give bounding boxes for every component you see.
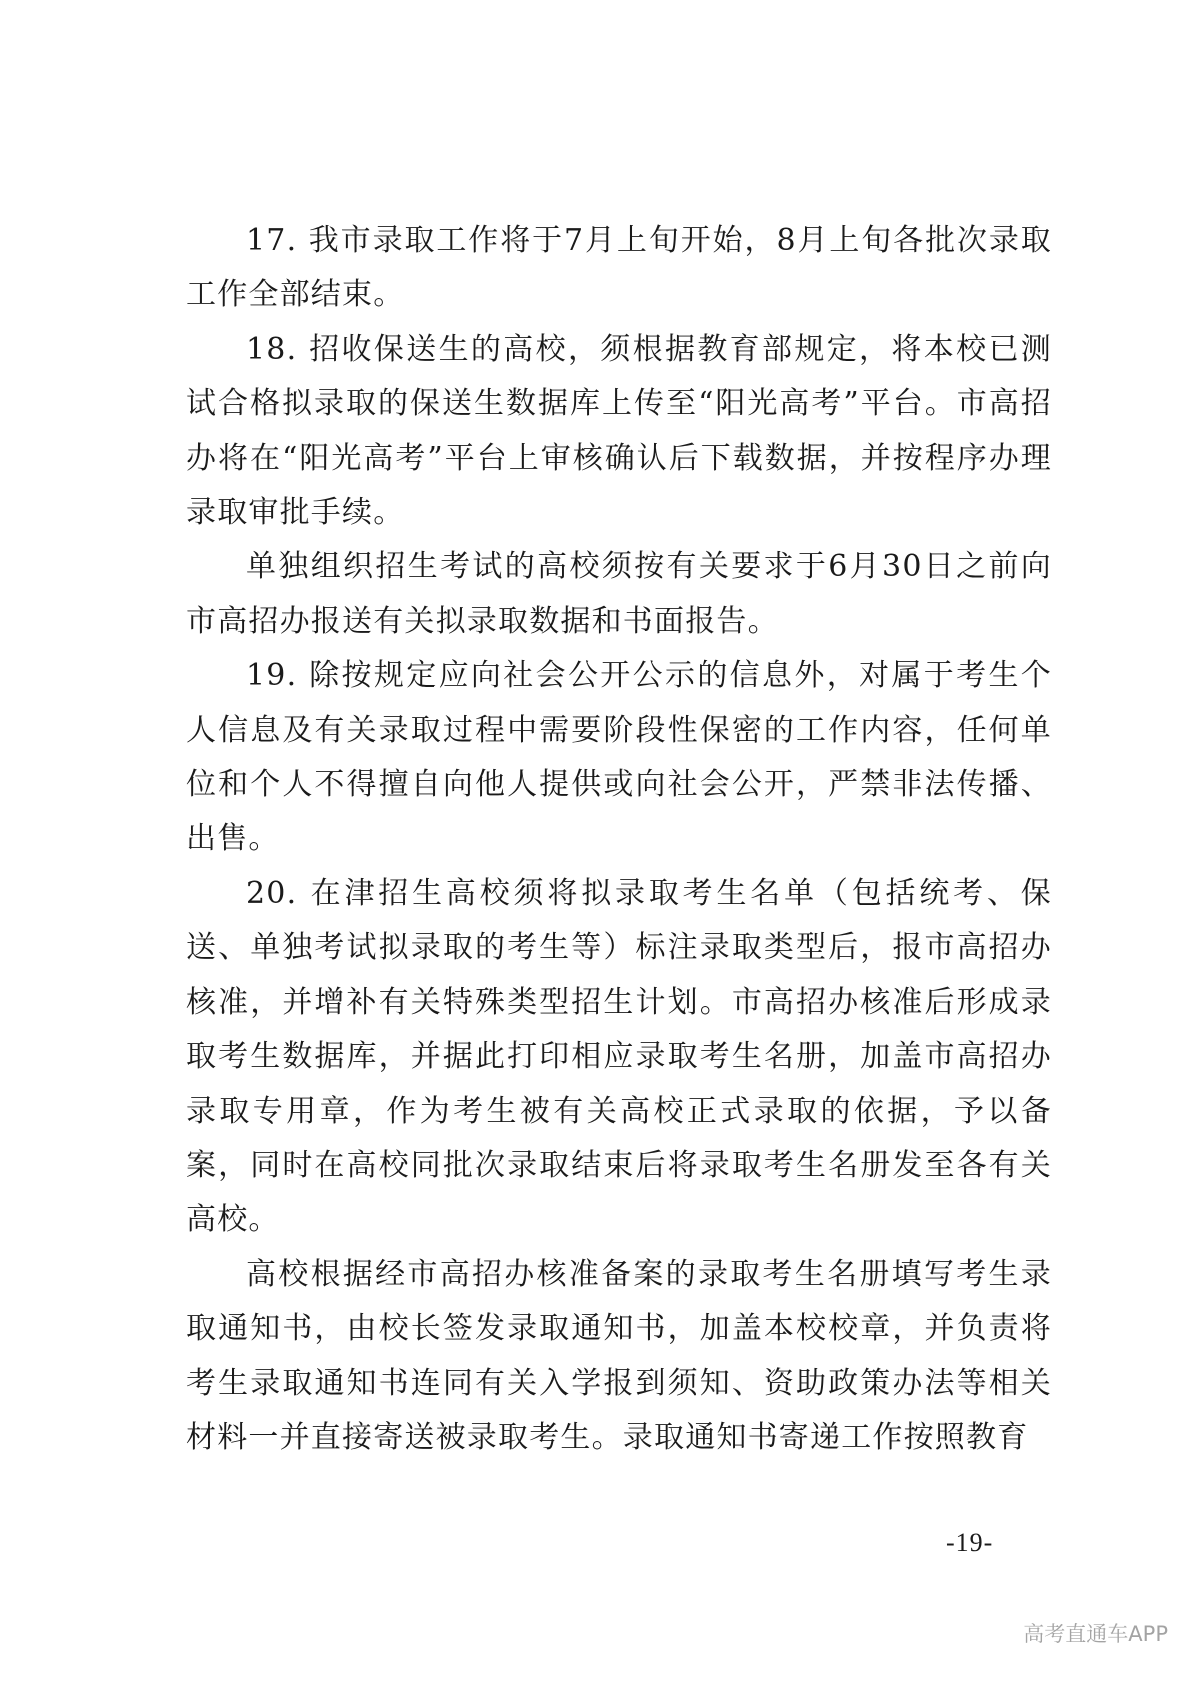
app-watermark: 高考直通车APP — [1023, 1622, 1168, 1646]
paragraph-item-19: 19. 除按规定应向社会公开公示的信息外，对属于考生个人信息及有关录取过程中需要阶段性保密的工作内容，任何单位和个人不得擅自向他人提供或向社会公开，严禁非法传播、出售。 — [186, 658, 1052, 857]
page-number: -19- — [946, 1528, 994, 1557]
paragraph-item-17: 17. 我市录取工作将于7月上旬开始，8月上旬各批次录取工作全部结束。 — [186, 223, 1052, 313]
paragraph-admission-notice: 高校根据经市高招办核准备案的录取考生名册填写考生录取通知书，由校长签发录取通知书，加盖本校校章，并负责将考生录取通知书连同有关入学报到须知、资助政策办法等相关材料一并直接寄送被录取考生。录取通知书寄递工作按照教育 — [186, 1256, 1052, 1455]
paragraph-item-20: 20. 在津招生高校须将拟录取考生名单（包括统考、保送、单独考试拟录取的考生等）标注录取类型后，报市高招办核准，并增补有关特殊类型招生计划。市高招办核准后形成录取考生数据库，并据此打印相应录取考生名册，加盖市高招办录取专用章，作为考生被有关高校正式录取的依据，予以备案，同时在高校同批次录取结束后将录取考生名册发至各有关高校。 — [186, 875, 1052, 1238]
paragraph-item-18: 18. 招收保送生的高校，须根据教育部规定，将本校已测试合格拟录取的保送生数据库上传至“阳光高考”平台。市高招办将在“阳光高考”平台上审核确认后下载数据，并按程序办理录取审批手续。 — [186, 331, 1052, 531]
paragraph-independent-exam: 单独组织招生考试的高校须按有关要求于6月30日之前向市高招办报送有关拟录取数据和书面报告。 — [186, 549, 1052, 639]
document-body — [186, 214, 1052, 1465]
